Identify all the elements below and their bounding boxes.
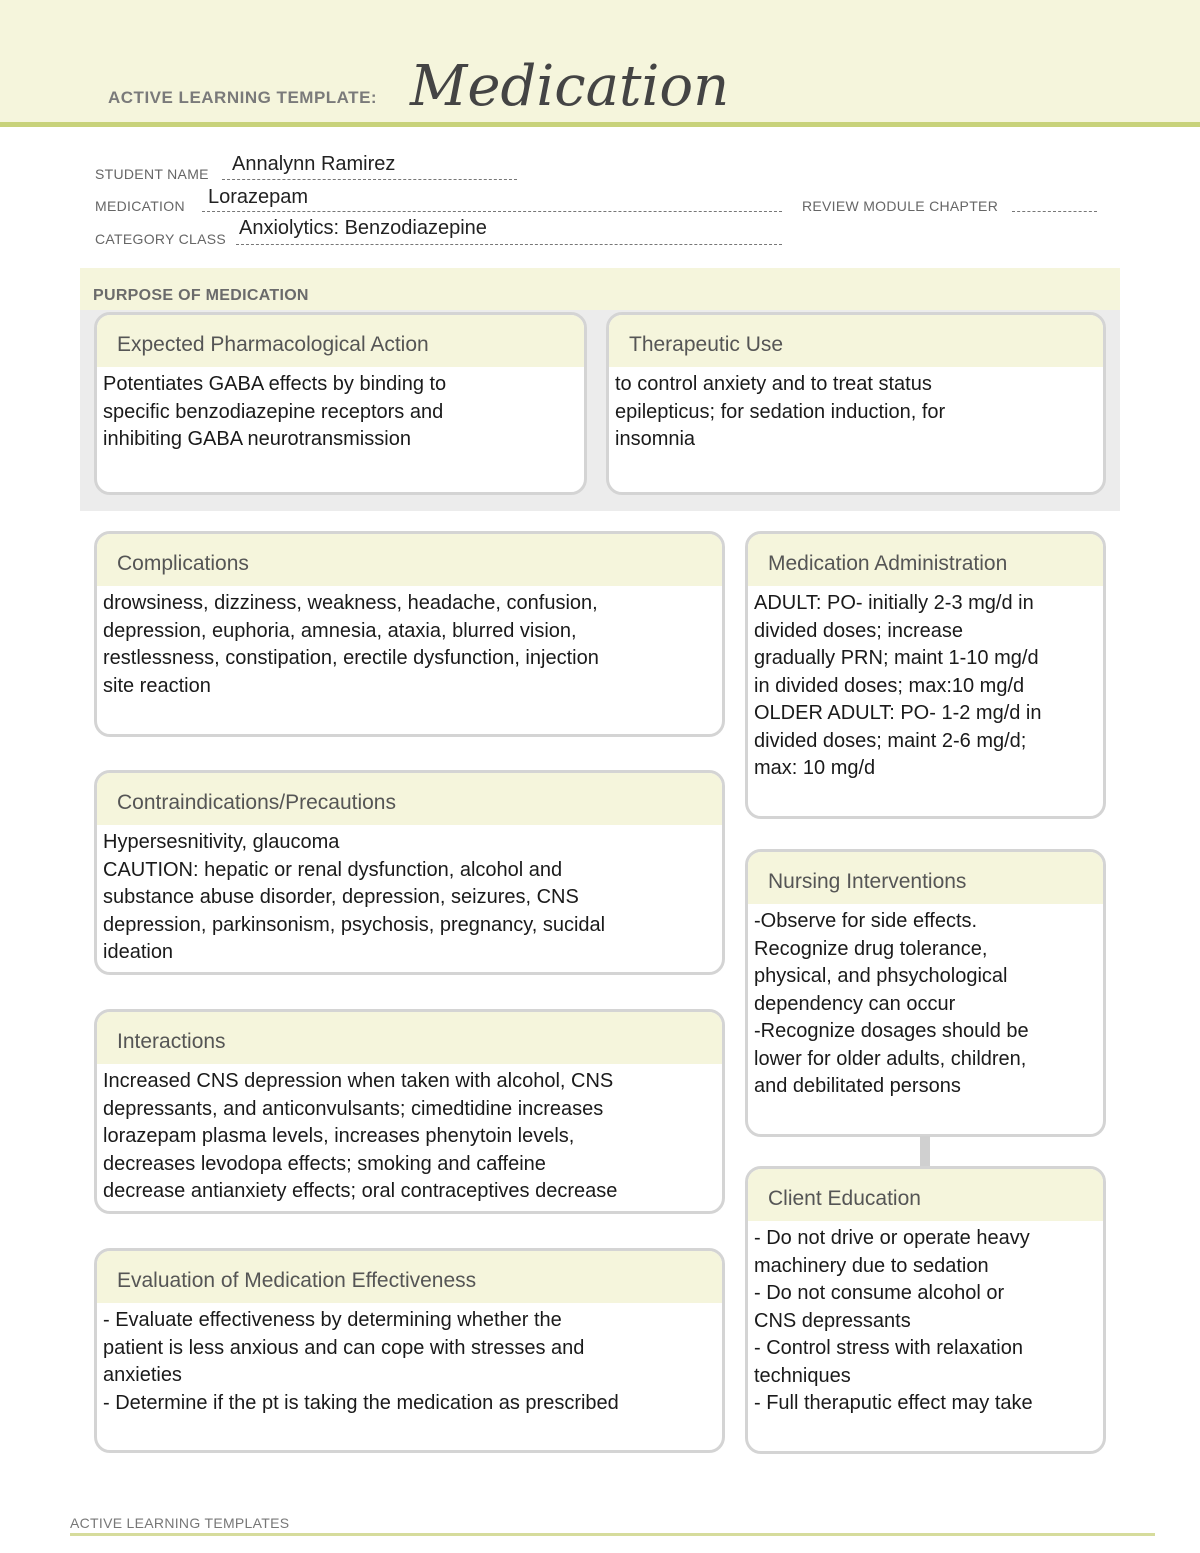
nursing-interventions-text[interactable]: -Observe for side effects. Recognize drug tolerance, physical, and phsychological dependency can occur -Recognize dosages should be lower for older adults, children, and debilitated persons	[754, 910, 1029, 1097]
administration-text[interactable]: ADULT: PO- initially 2-3 mg/d in divided doses; increase gradually PRN; maint 1-10 mg/d in divided doses; max:10 mg/d OLDER ADULT: PO- 1-2 mg/d in divided doses; maint 2-6 mg/d; max: 10 mg/d	[754, 592, 1042, 779]
medication-line	[202, 210, 782, 212]
box-connector	[920, 1136, 930, 1168]
page-title: Medication	[410, 54, 730, 119]
therapeutic-use-box	[606, 312, 1106, 495]
therapeutic-use-text[interactable]: to control anxiety and to treat status epilepticus; for sedation induction, for insomnia	[615, 373, 946, 450]
interactions-text[interactable]: Increased CNS depression when taken with alcohol, CNS depressants, and anticonvulsants; cimedtidine increases lorazepam plasma levels, increases phenytoin levels, decreases levodopa effects; smoking and caffeine decrease antianxiety effects; oral contraceptives decrease	[103, 1070, 618, 1202]
evaluation-box	[94, 1248, 725, 1453]
interactions-title: Interactions	[97, 1012, 722, 1064]
therapeutic-use-title: Therapeutic Use	[609, 315, 1103, 367]
client-education-title: Client Education	[748, 1169, 1103, 1221]
evaluation-text[interactable]: - Evaluate effectiveness by determining whether the patient is less anxious and can cope with stresses and anxieties - Determine if the pt is taking the medication as prescribed	[103, 1309, 619, 1414]
category-class-line	[236, 243, 782, 245]
footer-divider	[70, 1533, 1155, 1536]
complications-box	[94, 531, 725, 737]
category-class-label: CATEGORY CLASS	[95, 231, 227, 247]
client-education-text[interactable]: - Do not drive or operate heavy machinery due to sedation - Do not consume alcohol or CNS depressants - Control stress with relaxation techniques - Full theraputic effect may take	[754, 1227, 1033, 1414]
review-module-line	[1012, 210, 1097, 212]
medication-field[interactable]: Lorazepam	[208, 186, 309, 208]
administration-title: Medication Administration	[748, 534, 1103, 586]
expected-action-text[interactable]: Potentiates GABA effects by binding to specific benzodiazepine receptors and inhibiting GABA neurotransmission	[103, 373, 447, 450]
complications-text[interactable]: drowsiness, dizziness, weakness, headache, confusion, depression, euphoria, amnesia, ataxia, blurred vision, restlessness, constipation, erectile dysfunction, injection site reaction	[103, 592, 599, 697]
student-name-field[interactable]: Annalynn Ramirez	[232, 153, 396, 175]
review-module-label: REVIEW MODULE CHAPTER	[802, 198, 999, 214]
client-education-box	[745, 1166, 1106, 1454]
purpose-label: PURPOSE OF MEDICATION	[93, 287, 309, 304]
expected-action-box	[94, 312, 587, 495]
student-name-line	[222, 178, 517, 180]
expected-action-title: Expected Pharmacological Action	[97, 315, 584, 367]
contraindications-box	[94, 770, 725, 975]
evaluation-title: Evaluation of Medication Effectiveness	[97, 1251, 722, 1303]
administration-box	[745, 531, 1106, 819]
template-label: ACTIVE LEARNING TEMPLATE:	[108, 88, 378, 107]
medication-label: MEDICATION	[95, 198, 185, 214]
category-class-field[interactable]: Anxiolytics: Benzodiazepine	[239, 217, 487, 239]
complications-title: Complications	[97, 534, 722, 586]
footer-label: ACTIVE LEARNING TEMPLATES	[70, 1515, 290, 1531]
nursing-interventions-title: Nursing Interventions	[748, 852, 1103, 904]
nursing-interventions-box	[745, 849, 1106, 1137]
student-name-label: STUDENT NAME	[95, 166, 209, 182]
interactions-box	[94, 1009, 725, 1214]
contraindications-title: Contraindications/Precautions	[97, 773, 722, 825]
contraindications-text[interactable]: Hypersesnitivity, glaucoma CAUTION: hepatic or renal dysfunction, alcohol and substance abuse disorder, depression, seizures, CNS depression, parkinsonism, psychosis, pregnancy, sucidal ideation	[103, 831, 606, 963]
